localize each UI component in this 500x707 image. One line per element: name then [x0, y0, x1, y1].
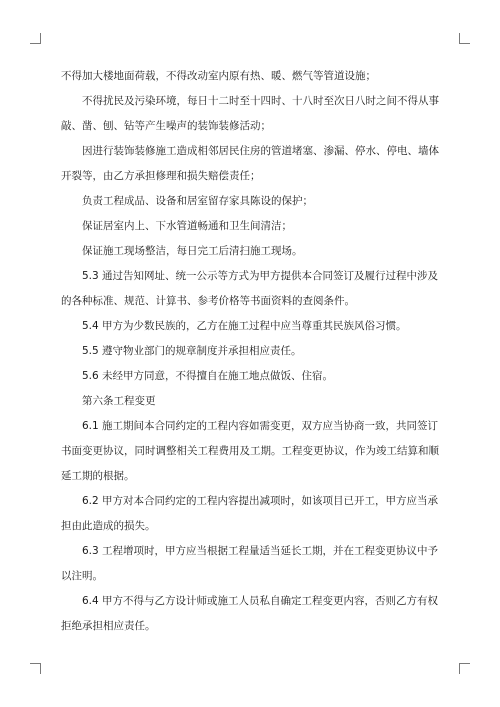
paragraph: 5.5 遵守物业部门的规章制度并承担相应责任。: [82, 345, 302, 357]
paragraph: 不得加大楼地面荷载，不得改动室内原有热、暖、燃气等管道设施；: [61, 70, 376, 82]
crop-mark-bottom-left: [30, 663, 41, 674]
section-heading: 第六条工程变更: [82, 395, 156, 407]
crop-mark-top-left: [30, 33, 41, 44]
crop-mark-bottom-right: [459, 663, 470, 674]
paragraph: 6.3 工程增项时，甲方应当根据工程量适当延长工期，并在工程变更协议中予以注明。: [61, 545, 439, 582]
paragraph: 不得扰民及污染环境，每日十二时至十四时、十八时至次日八时之间不得从事敲、凿、刨、钻等产生噪声的装饰装修活动；: [61, 95, 439, 132]
paragraph: 5.3 通过告知网址、统一公示等方式为甲方提供本合同签订及履行过程中涉及的各种标准、规范、计算书、参考价格等书面资料的查阅条件。: [61, 270, 439, 307]
crop-mark-top-right: [459, 33, 470, 44]
paragraph: 6.2 甲方对本合同约定的工程内容提出减项时，如该项目已开工，甲方应当承担由此造成的损失。: [61, 495, 439, 532]
paragraph: 5.6 未经甲方同意，不得擅自在施工地点做饭、住宿。: [82, 370, 334, 382]
paragraph: 因进行装饰装修施工造成相邻居民住房的管道堵塞、渗漏、停水、停电、墙体开裂等，由乙方承担修理和损失赔偿责任；: [61, 145, 439, 182]
paragraph: 负责工程成品、设备和居室留存家具陈设的保护；: [82, 195, 313, 207]
paragraph: 6.1 施工期间本合同约定的工程内容如需变更，双方应当协商一致，共同签订书面变更协议，同时调整相关工程费用及工期。工程变更协议，作为竣工结算和顺延工期的根据。: [61, 420, 439, 482]
paragraph: 保证施工现场整洁，每日完工后清扫施工现场。: [82, 245, 303, 257]
paragraph: 5.4 甲方为少数民族的，乙方在施工过程中应当尊重其民族风俗习惯。: [82, 320, 407, 332]
document-body: [61, 64, 441, 639]
paragraph: 6.4 甲方不得与乙方设计师或施工人员私自确定工程变更内容，否则乙方有权拒绝承担相应责任。: [61, 595, 439, 632]
paragraph: 保证居室内上、下水管道畅通和卫生间清洁；: [82, 220, 292, 232]
